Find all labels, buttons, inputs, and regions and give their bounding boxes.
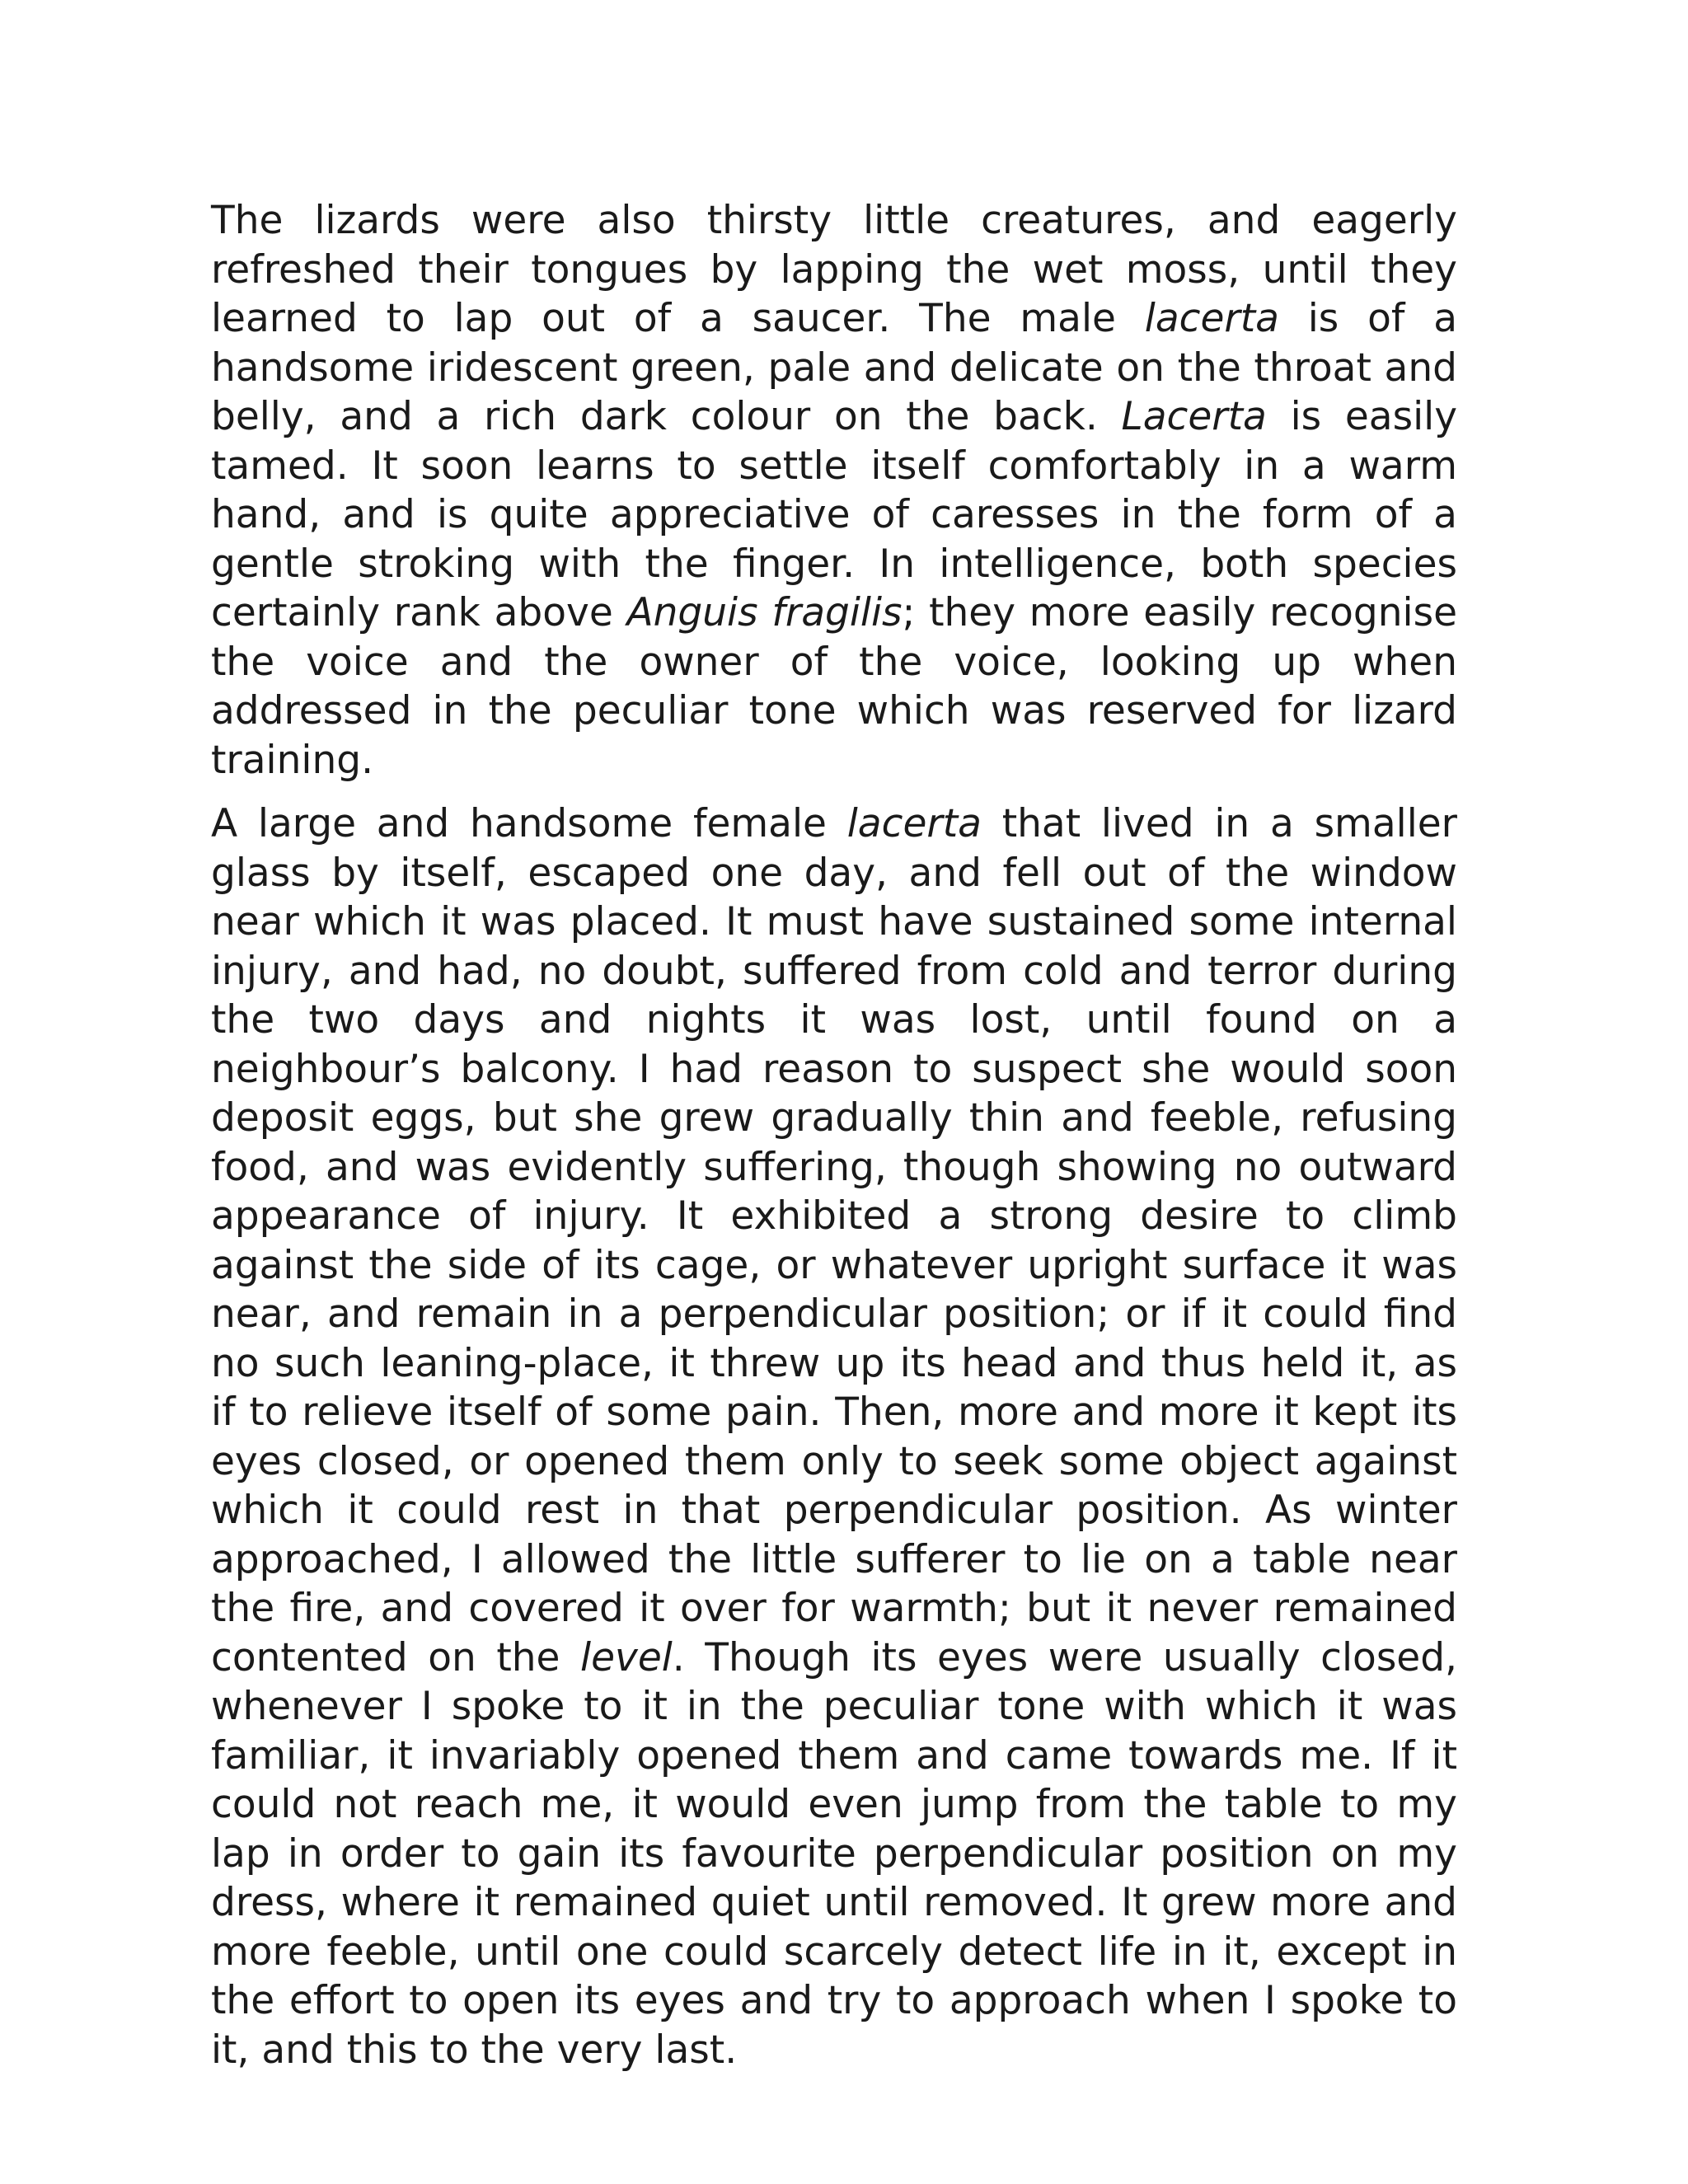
text-run: is of a handsome iridescent green, pale and delicate on the throat and belly, and a rich dark colour on the back. bbox=[211, 296, 1457, 439]
text-run: ; they more easily recognise the voice and the owner of the voice, looking up when addressed in the peculiar tone which was reserved for lizard training. bbox=[211, 590, 1457, 783]
body-text bbox=[211, 196, 1457, 2089]
italic-run: Anguis fragilis bbox=[626, 590, 903, 635]
text-run: is easily tamed. It soon learns to settle itself comfortably in a warm hand, and is quite appreciative of caresses in the form of a gentle stroking with the finger. In intelligence, both species certainly rank above bbox=[211, 394, 1458, 635]
paragraph-2 bbox=[211, 799, 1457, 2074]
text-run: that lived in a smaller glass by itself, escaped one day, and fell out of the window near which it was placed. It must have sustained some internal injury, and had, no doubt, suffered from cold and terror during the two days and nights it was lost, until found on a neighbour’s balcony. I had reason to suspect she would soon deposit eggs, but she grew gradually thin and feeble, refusing food, and was evidently suffering, though showing no outward appearance of injury. It exhibited a strong desire to climb against the side of its cage, or whatever upright surface it was near, and remain in a perpendicular position; or if it could find no such leaning-place, it threw up its head and thus held it, as if to relieve itself of some pain. Then, more and more it kept its eyes closed, or opened them only to seek some object against which it could rest in that perpendicular position. As winter approached, I allowed the little sufferer to lie on a table near the fire, and covered it over for warmth; but it never remained contented on the bbox=[211, 801, 1458, 1680]
italic-run: level bbox=[580, 1634, 673, 1680]
italic-run: lacerta bbox=[1144, 296, 1279, 341]
text-run: . Though its eyes were usually closed, whenever I spoke to it in the peculiar tone with which it was familiar, it invariably opened them and came towards me. If it could not reach me, it would even jump from the table to my lap in order to gain its favourite perpendicular position on my dress, where it remained quiet until removed. It grew more and more feeble, until one could scarcely detect life in it, except in the effort to open its eyes and try to approach when I spoke to it, and this to the very last. bbox=[211, 1634, 1457, 2073]
italic-run: lacerta bbox=[846, 801, 982, 846]
italic-run: Lacerta bbox=[1121, 394, 1267, 439]
paragraph-1 bbox=[211, 196, 1457, 785]
text-run: A large and handsome female bbox=[211, 801, 847, 846]
text-run: The lizards were also thirsty little creatures, and eagerly refreshed their tongues by lapping the wet moss, until they learned to lap out of a saucer. The male bbox=[211, 198, 1457, 341]
